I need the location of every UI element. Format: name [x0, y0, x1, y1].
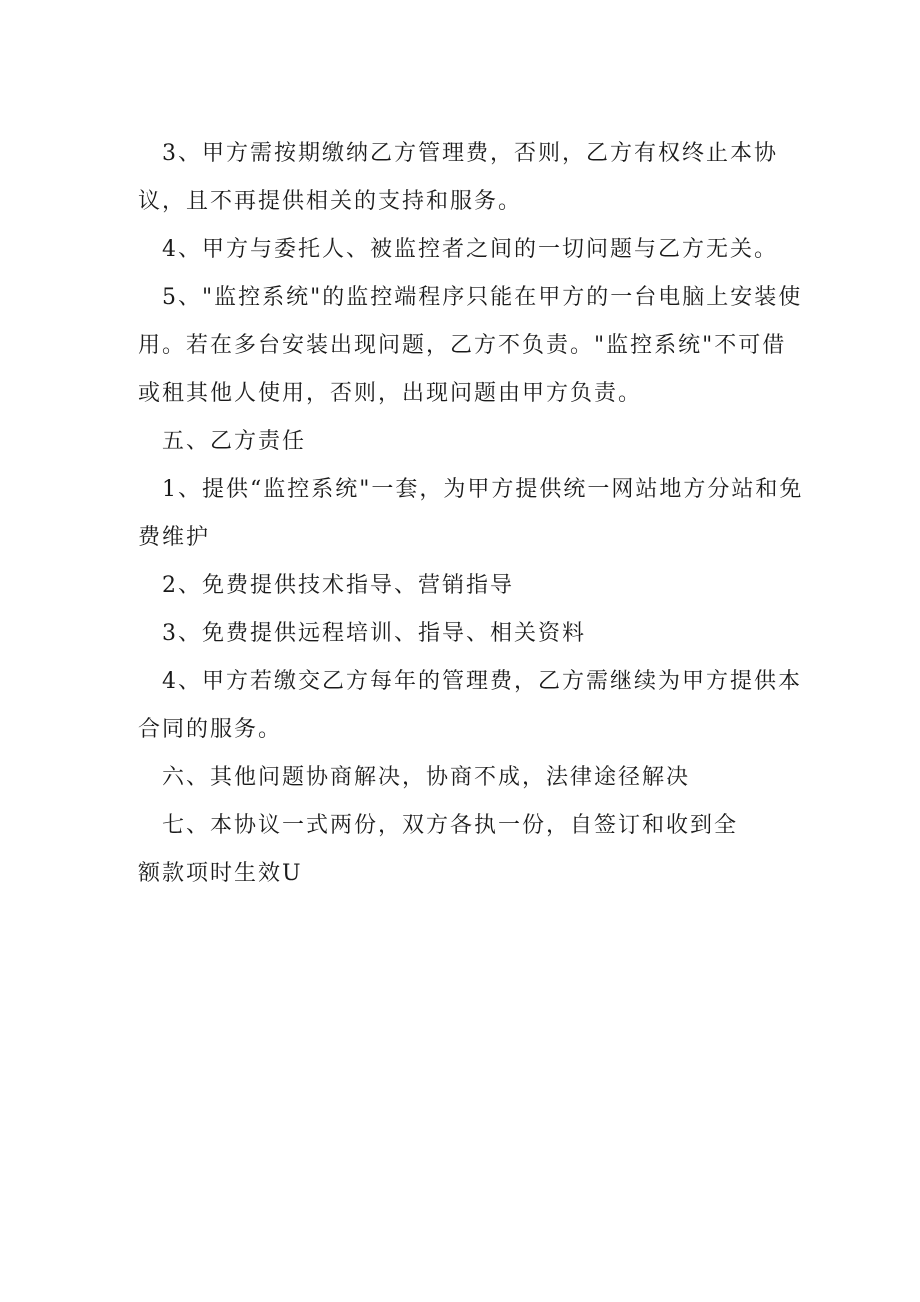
section-seven-continuation: 额款项时生效U	[138, 861, 303, 886]
party-b-item-1: 1、提供“监控系统"一套，为甲方提供统一网站地方分站和免费维护	[138, 477, 804, 550]
clause-5-installation: 5、"监控系统"的监控端程序只能在甲方的一台电脑上安装使用。若在多台安装出现问题，乙方不负责。"监控系统"不可借或租其他人使用，否则，出现问题由甲方负责。	[138, 285, 803, 406]
party-b-item-3: 3、免费提供远程培训、指导、相关资料	[162, 621, 586, 646]
document-body	[138, 130, 808, 898]
clause-3-payment: 3、甲方需按期缴纳乙方管理费，否则，乙方有权终止本协议，且不再提供相关的支持和服务。	[138, 141, 778, 214]
section-seven-copies: 七、本协议一式两份，双方各执一份，自签订和收到全	[162, 813, 739, 838]
party-b-item-4: 4、甲方若缴交乙方每年的管理费，乙方需继续为甲方提供本合同的服务。	[138, 669, 802, 742]
clause-4-liability: 4、甲方与委托人、被监控者之间的一切问题与乙方无关。	[162, 237, 778, 262]
section-six-disputes: 六、其他问题协商解决，协商不成，法律途径解决	[162, 765, 691, 790]
section-heading-party-b: 五、乙方责任	[162, 429, 307, 454]
party-b-item-2: 2、免费提供技术指导、营销指导	[162, 573, 514, 598]
